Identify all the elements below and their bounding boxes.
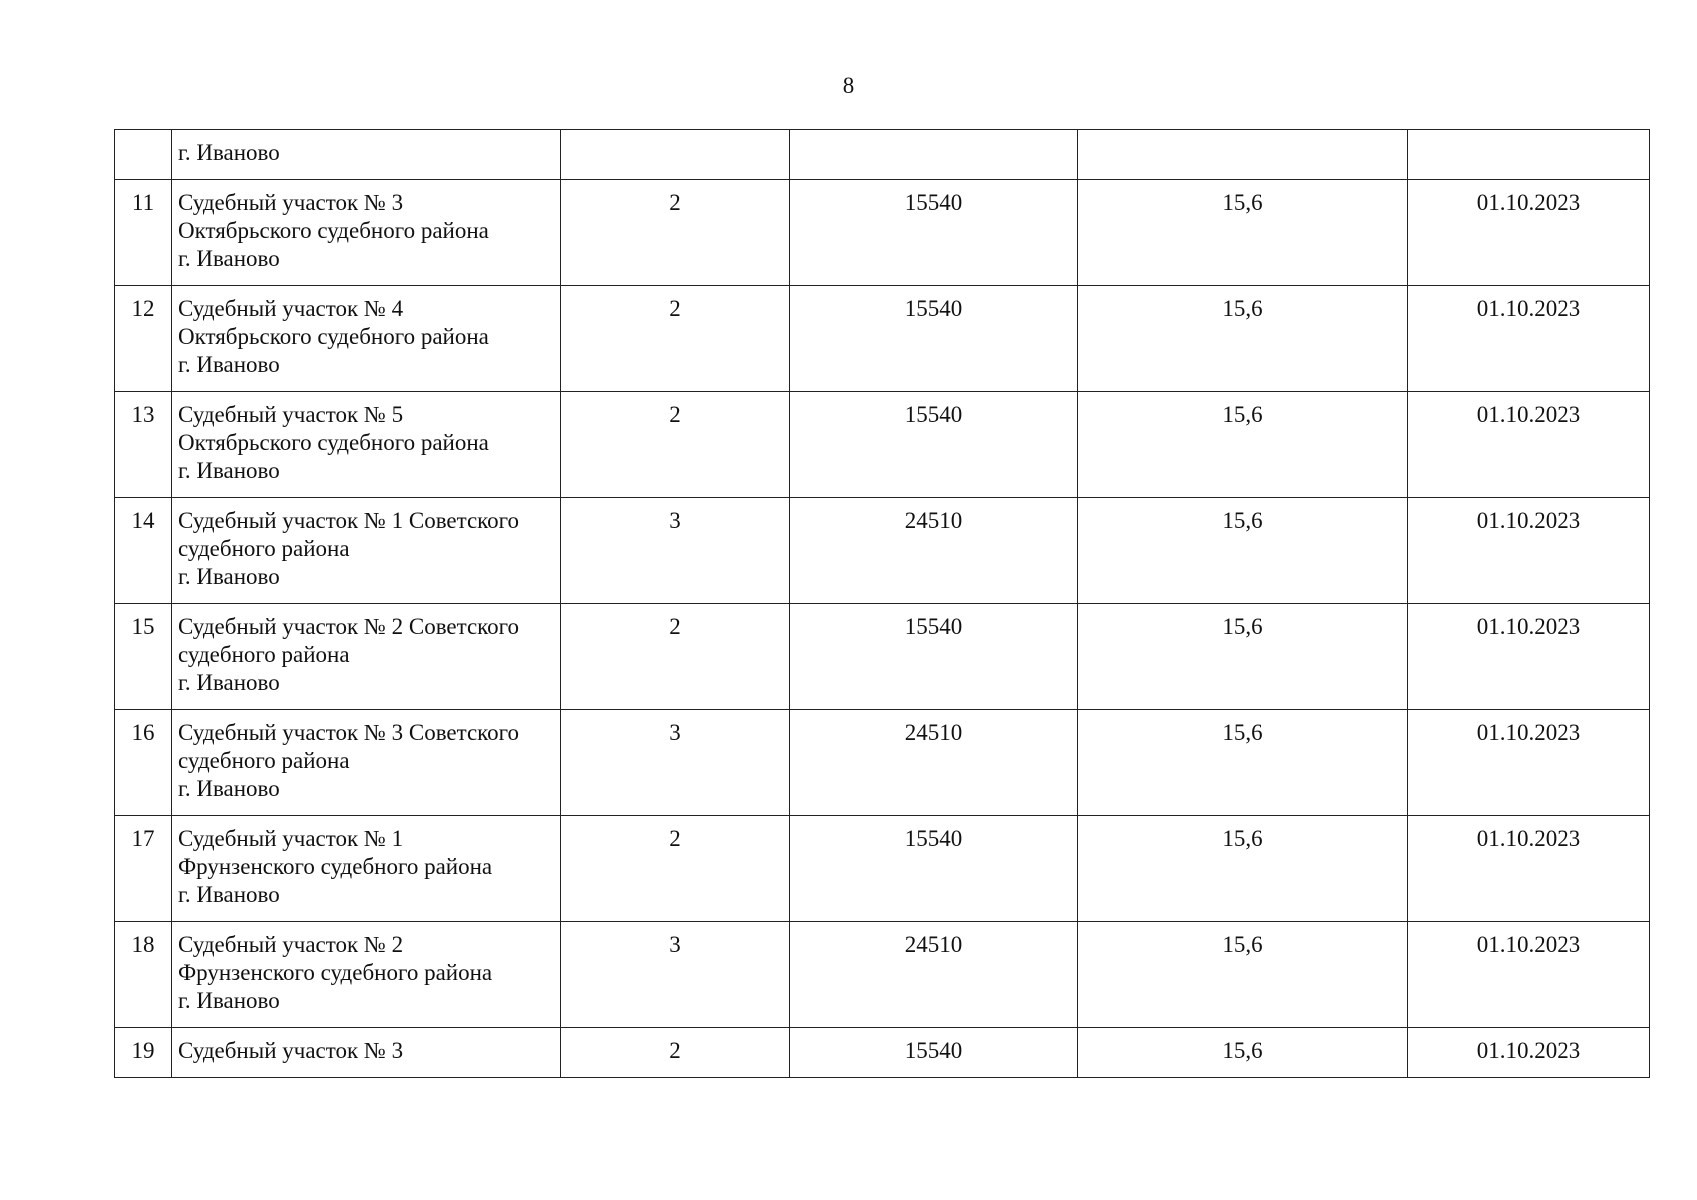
cell-district-name: [172, 180, 561, 286]
district-name-line: Судебный участок № 3: [178, 1038, 404, 1063]
cell-col-4: [790, 130, 1078, 180]
table-body: [115, 130, 1650, 1078]
cell-col-3: 2: [561, 392, 790, 498]
district-name-line: Фрунзенского судебного района: [178, 854, 493, 879]
table-row: [115, 710, 1650, 816]
cell-col-3: 3: [561, 498, 790, 604]
cell-number: 18: [115, 922, 172, 1028]
district-name-line: г. Иваново: [178, 882, 280, 907]
table-row: [115, 816, 1650, 922]
cell-col-3: 2: [561, 816, 790, 922]
cell-district-name: [172, 498, 561, 604]
cell-col-5: 15,6: [1078, 392, 1408, 498]
cell-col-4: 15540: [790, 180, 1078, 286]
cell-col-6: 01.10.2023: [1408, 180, 1650, 286]
district-name-line: г. Иваново: [178, 988, 280, 1013]
cell-district-name: [172, 922, 561, 1028]
district-name-line: Судебный участок № 1 Советского: [178, 508, 520, 533]
cell-col-3: 3: [561, 922, 790, 1028]
cell-col-3: 2: [561, 604, 790, 710]
district-name-line: Октябрьского судебного района: [178, 218, 489, 243]
table-row: [115, 498, 1650, 604]
district-name-line: судебного района: [178, 748, 350, 773]
cell-col-4: 24510: [790, 922, 1078, 1028]
district-name-line: г. Иваново: [178, 246, 280, 271]
table-row: [115, 604, 1650, 710]
cell-district-name: [172, 604, 561, 710]
cell-col-3: [561, 130, 790, 180]
district-name-line: Судебный участок № 3 Советского: [178, 720, 520, 745]
district-name-line: судебного района: [178, 536, 350, 561]
cell-col-4: 24510: [790, 498, 1078, 604]
district-name-line: Октябрьского судебного района: [178, 430, 489, 455]
cell-number: 12: [115, 286, 172, 392]
cell-col-6: 01.10.2023: [1408, 604, 1650, 710]
cell-number: 17: [115, 816, 172, 922]
district-name-line: г. Иваново: [178, 564, 280, 589]
table-row-continuation: [115, 130, 1650, 180]
district-name-line: Октябрьского судебного района: [178, 324, 489, 349]
cell-col-5: 15,6: [1078, 604, 1408, 710]
table-row: [115, 180, 1650, 286]
district-name-line: Судебный участок № 1: [178, 826, 404, 851]
district-name-line: г. Иваново: [178, 776, 280, 801]
cell-number: 14: [115, 498, 172, 604]
cell-district-name: [172, 130, 561, 180]
district-name-line: г. Иваново: [178, 670, 280, 695]
court-districts-table: [114, 129, 1650, 1078]
cell-col-6: 01.10.2023: [1408, 1028, 1650, 1078]
district-name-line: г. Иваново: [178, 458, 280, 483]
district-name-line: Судебный участок № 2 Советского: [178, 614, 520, 639]
cell-col-6: 01.10.2023: [1408, 922, 1650, 1028]
cell-col-6: 01.10.2023: [1408, 816, 1650, 922]
table-row: [115, 392, 1650, 498]
cell-col-3: 3: [561, 710, 790, 816]
page-number: 8: [842, 73, 855, 98]
district-name-line: Судебный участок № 2: [178, 932, 404, 957]
cell-district-name: [172, 710, 561, 816]
cell-district-name: [172, 816, 561, 922]
district-name-line: Фрунзенского судебного района: [178, 960, 493, 985]
district-name-line: г. Иваново: [178, 140, 280, 165]
district-name-line: г. Иваново: [178, 352, 280, 377]
cell-col-5: 15,6: [1078, 816, 1408, 922]
cell-col-6: [1408, 130, 1650, 180]
table-row: [115, 922, 1650, 1028]
cell-col-6: 01.10.2023: [1408, 710, 1650, 816]
cell-col-5: 15,6: [1078, 922, 1408, 1028]
cell-number: 15: [115, 604, 172, 710]
table-row: [115, 286, 1650, 392]
cell-col-5: 15,6: [1078, 710, 1408, 816]
cell-col-5: 15,6: [1078, 180, 1408, 286]
cell-col-5: 15,6: [1078, 1028, 1408, 1078]
cell-col-5: 15,6: [1078, 286, 1408, 392]
cell-number: 11: [115, 180, 172, 286]
district-name-line: судебного района: [178, 642, 350, 667]
cell-col-4: 24510: [790, 710, 1078, 816]
cell-col-6: 01.10.2023: [1408, 392, 1650, 498]
cell-district-name: [172, 1028, 561, 1078]
cell-number: [115, 130, 172, 180]
cell-col-4: 15540: [790, 286, 1078, 392]
cell-col-6: 01.10.2023: [1408, 498, 1650, 604]
cell-number: 19: [115, 1028, 172, 1078]
cell-col-4: 15540: [790, 604, 1078, 710]
cell-col-6: 01.10.2023: [1408, 286, 1650, 392]
cell-col-3: 2: [561, 286, 790, 392]
district-name-line: Судебный участок № 5: [178, 402, 404, 427]
district-name-line: Судебный участок № 3: [178, 190, 404, 215]
cell-district-name: [172, 286, 561, 392]
table-row: [115, 1028, 1650, 1078]
cell-number: 13: [115, 392, 172, 498]
cell-col-3: 2: [561, 180, 790, 286]
cell-col-3: 2: [561, 1028, 790, 1078]
cell-col-4: 15540: [790, 1028, 1078, 1078]
cell-number: 16: [115, 710, 172, 816]
cell-col-4: 15540: [790, 392, 1078, 498]
cell-col-5: [1078, 130, 1408, 180]
cell-col-4: 15540: [790, 816, 1078, 922]
district-name-line: Судебный участок № 4: [178, 296, 404, 321]
cell-col-5: 15,6: [1078, 498, 1408, 604]
cell-district-name: [172, 392, 561, 498]
